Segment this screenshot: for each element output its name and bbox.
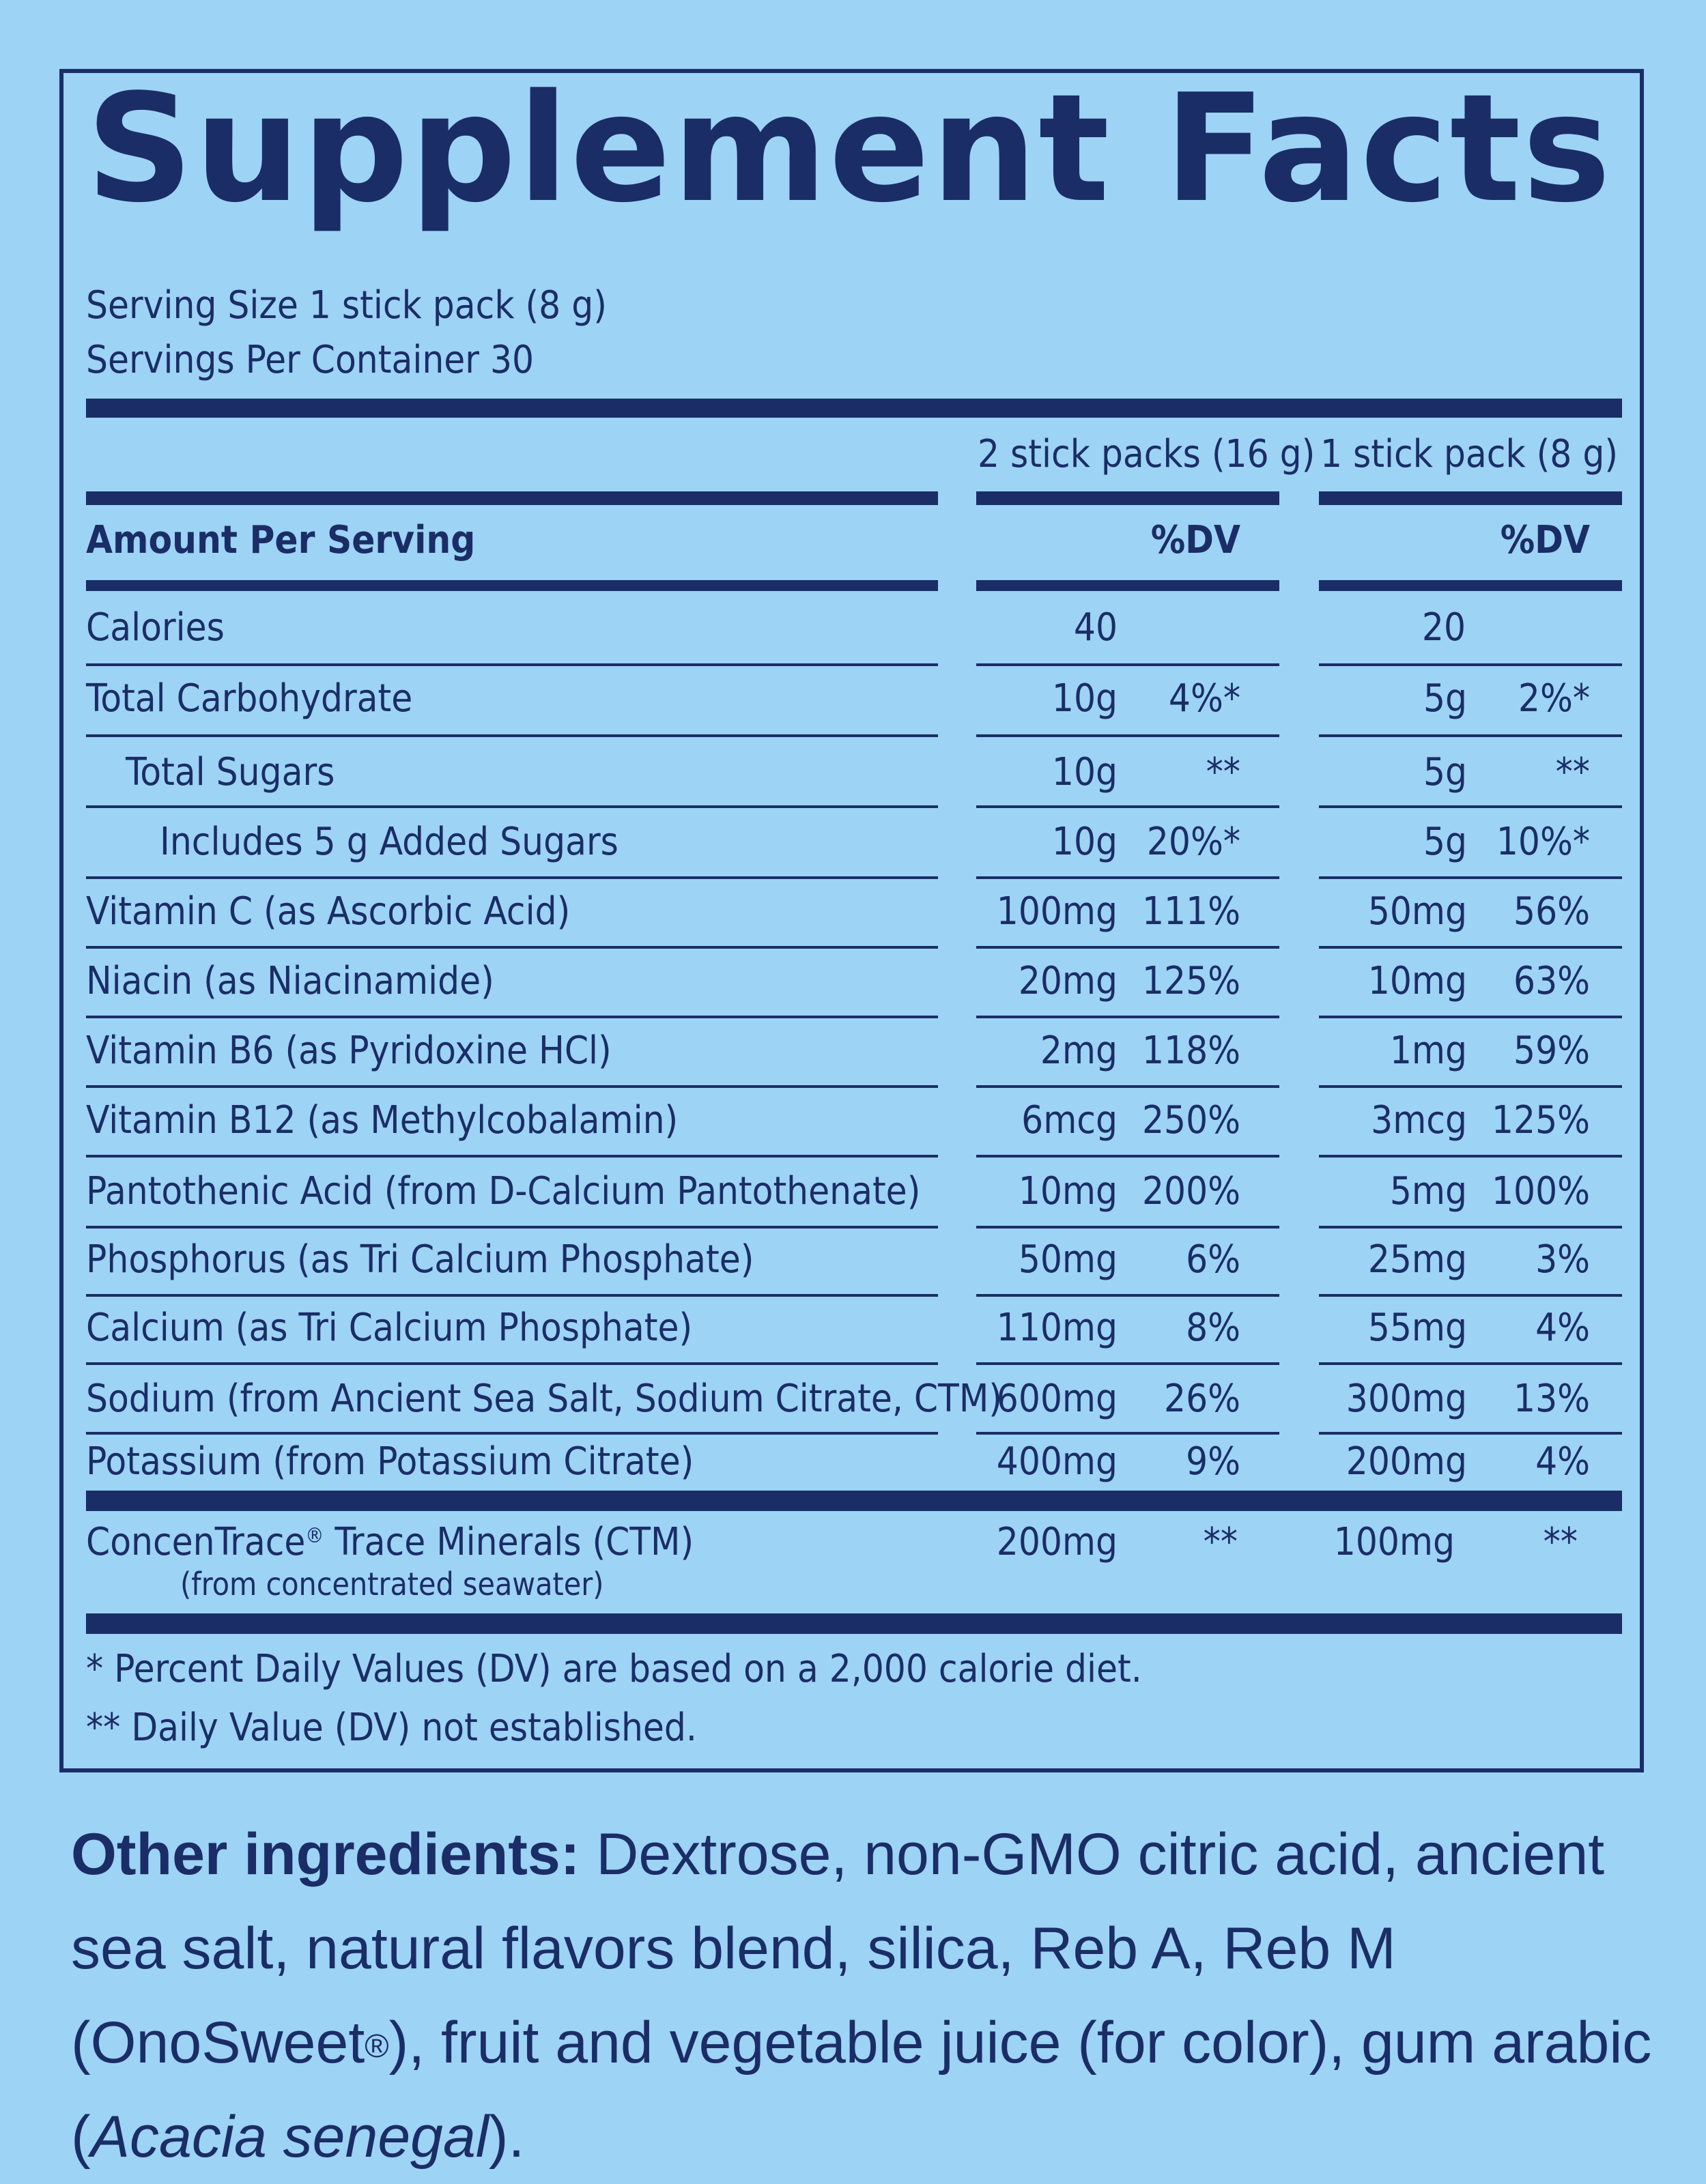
- amount-1-pack: 10mg: [1367, 959, 1467, 1003]
- amount-divider-right: [1319, 580, 1622, 591]
- other-ingredients: [71, 1807, 1655, 2184]
- amount-1-pack: 1mg: [1389, 1029, 1467, 1073]
- column-header-2-packs: 2 stick packs (16 g): [978, 432, 1316, 476]
- amount-2-packs: 40: [1073, 605, 1118, 650]
- row-divider: [86, 876, 938, 879]
- dv-header-1-pack: %DV: [1500, 518, 1590, 562]
- footnote-dv-not-established: ** Daily Value (DV) not established.: [86, 1706, 697, 1750]
- dv-2-packs: 20%*: [1146, 820, 1240, 864]
- row-divider: [976, 1362, 1279, 1365]
- dv-2-packs: 6%: [1186, 1237, 1240, 1282]
- nutrient-name: Total Sugars: [126, 750, 335, 794]
- amount-2-packs: 10g: [1051, 676, 1118, 721]
- ctm-name: ConcenTrace® Trace Minerals (CTM): [86, 1520, 694, 1564]
- row-divider: [976, 1155, 1279, 1158]
- dv-1-pack: 59%: [1513, 1029, 1590, 1073]
- amount-2-packs: 20mg: [1018, 959, 1118, 1003]
- other-ingredients-italic: Acacia senegal: [90, 2104, 489, 2170]
- dv-1-pack: 4%: [1535, 1306, 1590, 1350]
- dv-1-pack: 56%: [1513, 889, 1590, 934]
- row-divider: [1319, 1016, 1622, 1018]
- dv-2-packs: **: [1206, 750, 1240, 794]
- nutrient-name: Niacin (as Niacinamide): [86, 959, 494, 1003]
- amount-per-serving: Amount Per Serving: [86, 518, 476, 562]
- row-divider: [1319, 1226, 1622, 1228]
- thick-divider-bottom: [86, 1613, 1622, 1634]
- other-ingredients-text-2: ), fruit and vegetable juice (for color), gum arabic (: [71, 2010, 1652, 2170]
- row-divider: [86, 1294, 938, 1297]
- row-divider: [976, 1085, 1279, 1088]
- row-divider: [1319, 1432, 1622, 1435]
- amount-1-pack: 5mg: [1389, 1169, 1467, 1213]
- amount-1-pack: 25mg: [1367, 1237, 1467, 1282]
- header-divider-right: [1319, 491, 1622, 505]
- dv-1-pack: **: [1555, 750, 1590, 794]
- row-divider: [86, 1085, 938, 1088]
- dv-header-2-packs: %DV: [1150, 518, 1240, 562]
- nutrient-name: Calcium (as Tri Calcium Phosphate): [86, 1306, 693, 1350]
- row-divider: [86, 1226, 938, 1228]
- amount-1-pack: 5g: [1423, 750, 1467, 794]
- dv-2-packs: 200%: [1141, 1169, 1240, 1213]
- row-divider: [86, 1155, 938, 1158]
- row-divider: [1319, 1294, 1622, 1297]
- row-divider: [976, 734, 1279, 737]
- amount-2-packs: 10g: [1051, 820, 1118, 864]
- amount-1-pack: 3mcg: [1371, 1098, 1467, 1143]
- dv-2-packs: 4%*: [1168, 676, 1240, 721]
- row-divider: [86, 734, 938, 737]
- amount-2-packs: 100mg: [996, 889, 1118, 934]
- thick-divider-ctm: [86, 1491, 1622, 1511]
- row-divider: [1319, 805, 1622, 808]
- row-divider: [86, 1016, 938, 1018]
- dv-2-packs: 118%: [1141, 1029, 1240, 1073]
- row-divider: [976, 876, 1279, 879]
- dv-1-pack: 125%: [1491, 1098, 1590, 1143]
- ctm-dv-2-packs: **: [1203, 1520, 1238, 1564]
- amount-2-packs: 2mg: [1040, 1029, 1118, 1073]
- dv-2-packs: 26%: [1164, 1377, 1240, 1421]
- row-divider: [976, 946, 1279, 949]
- dv-2-packs: 125%: [1141, 959, 1240, 1003]
- row-divider: [1319, 1085, 1622, 1088]
- amount-1-pack: 200mg: [1346, 1439, 1467, 1484]
- dv-1-pack: 3%: [1535, 1237, 1590, 1282]
- header-divider-left: [86, 491, 938, 505]
- ctm-amount-1-pack: 100mg: [1333, 1520, 1455, 1564]
- other-ingredients-label: Other ingredients:: [71, 1822, 580, 1887]
- nutrient-name: Sodium (from Ancient Sea Salt, Sodium Citrate, CTM): [86, 1377, 1002, 1421]
- registered-mark-onosweet: ®: [365, 2028, 389, 2065]
- other-ingredients-text-1: Dextrose, non-GMO citric acid, ancient sea salt, natural flavors blend, silica, Reb A, Reb M (OnoSweet: [71, 1822, 1605, 2075]
- amount-1-pack: 300mg: [1346, 1377, 1467, 1421]
- amount-1-pack: 20: [1421, 605, 1466, 650]
- serving-size: Serving Size 1 stick pack (8 g): [86, 283, 607, 328]
- amount-2-packs: 10mg: [1018, 1169, 1118, 1213]
- nutrient-name: Includes 5 g Added Sugars: [160, 820, 619, 864]
- row-divider: [1319, 734, 1622, 737]
- row-divider: [86, 1432, 938, 1435]
- nutrient-name: Vitamin B12 (as Methylcobalamin): [86, 1098, 679, 1143]
- row-divider: [976, 1432, 1279, 1435]
- row-divider: [976, 1294, 1279, 1297]
- other-ingredients-text-3: ).: [488, 2104, 525, 2170]
- dv-1-pack: 13%: [1513, 1377, 1590, 1421]
- dv-2-packs: 8%: [1186, 1306, 1240, 1350]
- amount-divider-left: [86, 580, 938, 591]
- nutrient-name: Total Carbohydrate: [86, 676, 413, 721]
- ctm-amount-2-packs: 200mg: [996, 1520, 1118, 1564]
- row-divider: [976, 663, 1279, 666]
- row-divider: [976, 1016, 1279, 1018]
- dv-2-packs: 111%: [1141, 889, 1240, 934]
- nutrient-name: Vitamin C (as Ascorbic Acid): [86, 889, 571, 934]
- amount-1-pack: 5g: [1423, 676, 1467, 721]
- header-divider-mid: [976, 491, 1279, 505]
- dv-2-packs: 9%: [1186, 1439, 1240, 1484]
- row-divider: [1319, 663, 1622, 666]
- row-divider: [1319, 1362, 1622, 1365]
- row-divider: [1319, 876, 1622, 879]
- amount-divider-mid: [976, 580, 1279, 591]
- row-divider: [86, 1362, 938, 1365]
- row-divider: [86, 805, 938, 808]
- dv-1-pack: 4%: [1535, 1439, 1590, 1484]
- page-title: Supplement Facts: [86, 63, 1612, 235]
- thick-divider-top: [86, 399, 1622, 418]
- dv-2-packs: 250%: [1141, 1098, 1240, 1143]
- amount-1-pack: 50mg: [1367, 889, 1467, 934]
- column-header-1-pack: 1 stick pack (8 g): [1320, 432, 1618, 476]
- nutrient-name: Phosphorus (as Tri Calcium Phosphate): [86, 1237, 754, 1282]
- nutrient-name: Pantothenic Acid (from D-Calcium Pantothenate): [86, 1169, 921, 1213]
- nutrient-name: Vitamin B6 (as Pyridoxine HCl): [86, 1029, 612, 1073]
- amount-2-packs: 110mg: [996, 1306, 1118, 1350]
- row-divider: [1319, 1155, 1622, 1158]
- amount-1-pack: 5g: [1423, 820, 1467, 864]
- servings-per-container: Servings Per Container 30: [86, 338, 535, 382]
- row-divider: [976, 805, 1279, 808]
- row-divider: [86, 946, 938, 949]
- dv-1-pack: 63%: [1513, 959, 1590, 1003]
- dv-1-pack: 100%: [1491, 1169, 1590, 1213]
- amount-2-packs: 50mg: [1018, 1237, 1118, 1282]
- amount-2-packs: 400mg: [996, 1439, 1118, 1484]
- amount-2-packs: 10g: [1051, 750, 1118, 794]
- row-divider: [86, 663, 938, 666]
- ctm-dv-1-pack: **: [1543, 1520, 1578, 1564]
- amount-2-packs: 600mg: [996, 1377, 1118, 1421]
- dv-1-pack: 2%*: [1518, 676, 1590, 721]
- row-divider: [976, 1226, 1279, 1228]
- nutrient-name: Calories: [86, 605, 225, 650]
- registered-mark: ®: [305, 1524, 324, 1548]
- ctm-sub: (from concentrated seawater): [180, 1566, 604, 1603]
- dv-1-pack: 10%*: [1496, 820, 1590, 864]
- amount-2-packs: 6mcg: [1021, 1098, 1118, 1143]
- nutrient-name: Potassium (from Potassium Citrate): [86, 1439, 694, 1484]
- row-divider: [1319, 946, 1622, 949]
- footnote-percent-dv: * Percent Daily Values (DV) are based on a 2,000 calorie diet.: [86, 1647, 1142, 1691]
- amount-1-pack: 55mg: [1367, 1306, 1467, 1350]
